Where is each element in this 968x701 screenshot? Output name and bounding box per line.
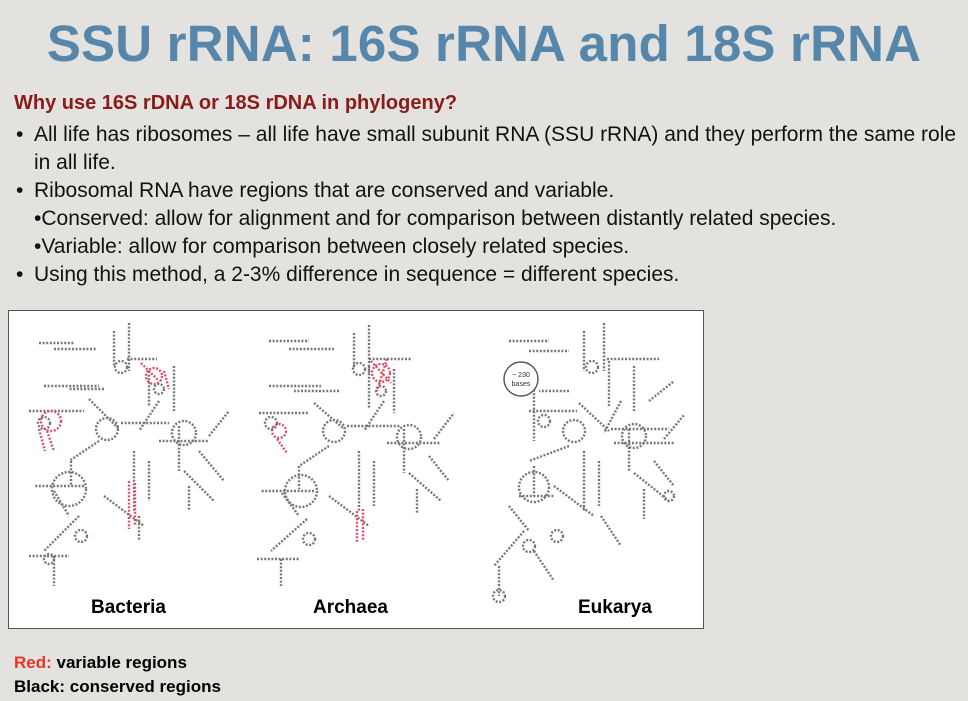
bullet-list	[14, 121, 964, 289]
legend	[14, 651, 221, 699]
rrna-structure-figure	[8, 310, 704, 629]
sub-bullet-item: •Variable: allow for comparison between closely related species.	[34, 235, 630, 258]
label-bacteria: Bacteria	[91, 597, 166, 618]
sub-bullet-item: •Conserved: allow for alignment and for comparison between distantly related species.	[34, 207, 837, 230]
legend-variable	[14, 651, 221, 675]
slide-title: SSU rRNA: 16S rRNA and 18S rRNA	[46, 15, 922, 72]
label-eukarya: Eukarya	[578, 597, 652, 618]
insertion-marker	[504, 362, 538, 396]
archaea-structure	[257, 325, 454, 586]
bullet-item: • Using this method, a 2-3% difference in sequence = different species.	[14, 261, 964, 289]
rrna-diagrams	[9, 311, 703, 628]
legend-red-label: Red:	[14, 653, 52, 672]
bullet-item: • All life has ribosomes – all life have small subunit RNA (SSU rRNA) and they perform the same role in all life.	[14, 121, 964, 177]
bacteria-structure	[29, 323, 229, 586]
legend-conserved: Black: conserved regions	[14, 677, 221, 696]
insertion-label-line2: bases	[511, 381, 531, 388]
label-archaea: Archaea	[313, 597, 388, 618]
insertion-label-line1: ~ 230	[512, 372, 530, 379]
slide-subtitle: Why use 16S rDNA or 18S rDNA in phylogeny?	[14, 92, 458, 114]
legend-red-text: variable regions	[51, 653, 187, 672]
bullet-item: • Ribosomal RNA have regions that are conserved and variable.	[14, 177, 964, 205]
